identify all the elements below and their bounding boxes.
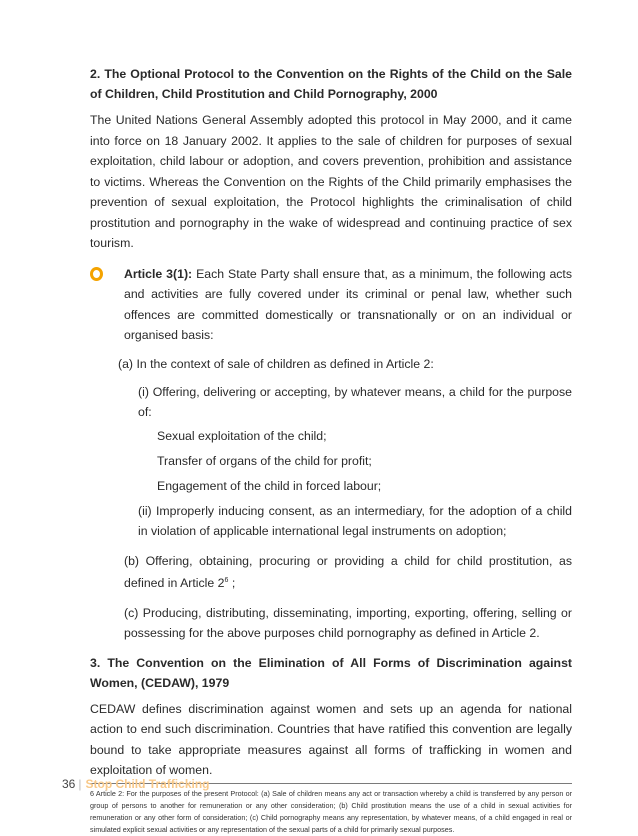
list-item: Engagement of the child in forced labour; xyxy=(157,478,382,493)
clause-c: (c) Producing, distributing, disseminating, importing, exporting, offering, selling or possessing for the above purposes child pornography as defined in Article 2. xyxy=(124,605,572,640)
clause-i: (i) Offering, delivering or accepting, by whatever means, a child for the purpose of: xyxy=(138,384,572,419)
footer-brand: Stop Child Trafficking xyxy=(85,777,210,791)
clause-a: (a) In the context of sale of children as defined in Article 2: xyxy=(118,356,434,371)
bullet-circle-icon xyxy=(90,267,103,281)
section-3-heading: 3. The Convention on the Elimination of All Forms of Discrimination against Women, (CEDAW), 1979 xyxy=(90,655,572,690)
article-term: Article 3(1): xyxy=(124,266,193,281)
page-number: 36 xyxy=(62,777,76,791)
section-3-paragraph: CEDAW defines discrimination against women and sets up an agenda for national action to end such discrimination. Countries that have ratified this convention are legally bound to take appropriate measures against all forms of trafficking in women and exploitation of women. xyxy=(90,701,572,778)
footnote-ref: 6 xyxy=(224,576,229,584)
article-text: Each State Party shall ensure that, as a minimum, the following acts and activities are fully covered under its criminal or penal law, whether such offences are committed domestically or transnationally or on an individual or organised basis: xyxy=(124,266,573,342)
list-item: Transfer of organs of the child for profit; xyxy=(157,453,372,468)
clause-b-text: (b) Offering, obtaining, procuring or providing a child for child prostitution, as defined in Article 2 xyxy=(124,553,572,590)
clause-b xyxy=(124,551,572,593)
list-item: Sexual exploitation of the child; xyxy=(157,428,327,443)
footnote: 6 Article 2: For the purposes of the present Protocol: (a) Sale of children means any act or transaction whereby a child is transferred by any person or group of persons to another for remuneration or any other consideration; (b) Child prostitution means the use of a child in sexual activities for remuneration or any other form of consideration; (c) Child pornography means any representation, by whatever means, of a child engaged in real or simulated explicit sexual activities or any representation of the sexual parts of a child for primarily sexual purposes. xyxy=(90,788,572,834)
clause-b-end: ; xyxy=(228,575,236,590)
section-2-heading: 2. The Optional Protocol to the Convention on the Rights of the Child on the Sale of Children, Child Prostitution and Child Pornography, 2000 xyxy=(90,67,572,101)
footer-separator: | xyxy=(78,777,82,791)
page-content xyxy=(90,64,572,836)
article-bullet xyxy=(90,264,572,346)
clause-ii: (ii) Improperly inducing consent, as an intermediary, for the adoption of a child in violation of applicable international legal instruments on adoption; xyxy=(138,503,572,538)
page-footer xyxy=(62,777,210,791)
section-2-paragraph: The United Nations General Assembly adopted this protocol in May 2000, and it came into force on 18 January 2002. It applies to the sale of children for purposes of sexual exploitation, child labour or adoption, and covers prevention, prohibition and assistance to victims. Whereas the Convention on the Rights of the Child primarily emphasises the prevention of sexual exploitation, the Protocol highlights the criminalisation of child prostitution and pornography in the wake of widespread and continuing practice of sex tourism. xyxy=(90,113,572,250)
